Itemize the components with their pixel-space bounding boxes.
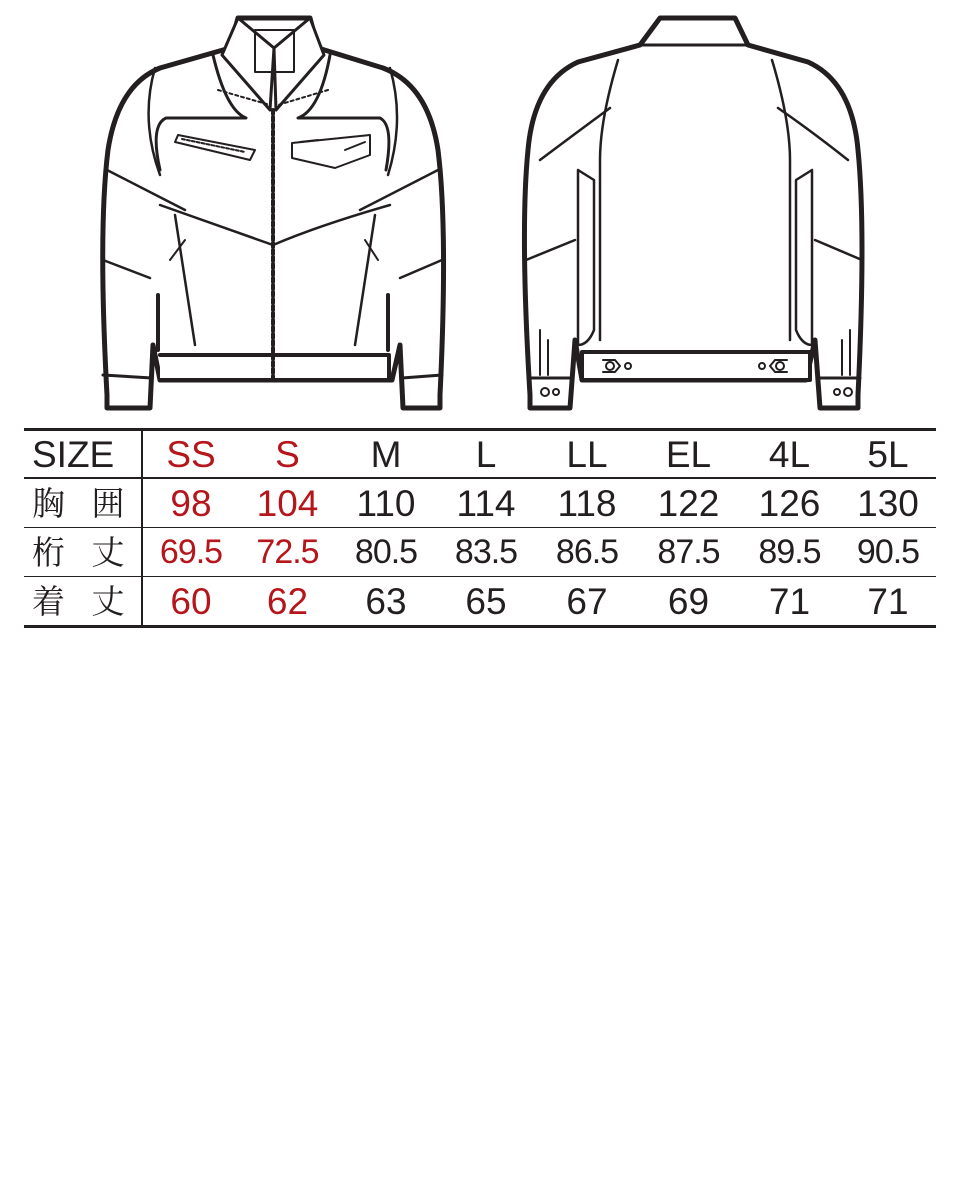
table-cell: 122 [638,478,739,528]
table-cell: 71 [840,577,936,627]
table-cell: 83.5 [436,528,536,577]
table-cell: 126 [739,478,840,528]
table-cell: 87.5 [638,528,739,577]
header-size-el: EL [638,430,739,479]
table-cell: 130 [840,478,936,528]
header-size-4l: 4L [739,430,840,479]
table-cell: 72.5 [239,528,336,577]
header-size-ll: LL [536,430,638,479]
table-cell: 104 [239,478,336,528]
table-header-row [24,430,936,479]
size-table [24,428,936,628]
table-cell: 65 [436,577,536,627]
table-row-chest [24,478,936,528]
header-size-5l: 5L [840,430,936,479]
jacket-illustration [0,0,960,420]
table-cell: 90.5 [840,528,936,577]
jacket-front-drawing [103,18,444,408]
table-cell: 118 [536,478,638,528]
row-label-chest: 胸 囲 [24,478,142,528]
table-cell: 89.5 [739,528,840,577]
row-label-length: 着 丈 [24,577,142,627]
table-cell: 86.5 [536,528,638,577]
table-cell: 80.5 [336,528,436,577]
table-cell: 110 [336,478,436,528]
table-cell: 63 [336,577,436,627]
row-label-sleeve: 桁 丈 [24,528,142,577]
header-size-ss: SS [142,430,239,479]
table-cell: 60 [142,577,239,627]
header-size-m: M [336,430,436,479]
table-cell: 114 [436,478,536,528]
table-cell: 67 [536,577,638,627]
header-size-label: SIZE [24,430,142,479]
table-cell: 98 [142,478,239,528]
jacket-back-drawing [524,18,862,408]
table-row-length [24,577,936,627]
table-row-sleeve [24,528,936,577]
header-size-s: S [239,430,336,479]
table-cell: 71 [739,577,840,627]
table-cell: 62 [239,577,336,627]
table-cell: 69.5 [142,528,239,577]
header-size-l: L [436,430,536,479]
table-cell: 69 [638,577,739,627]
